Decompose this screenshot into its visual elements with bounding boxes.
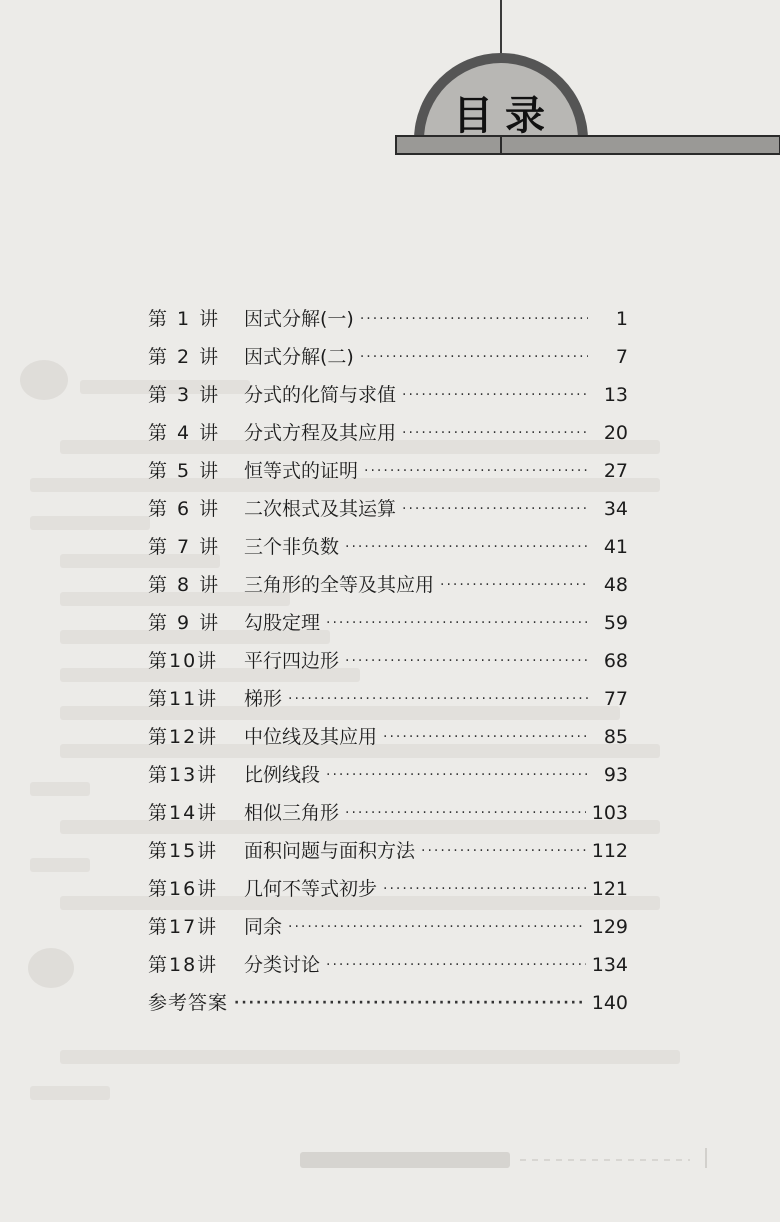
lecture-title: 梯形 [244, 688, 283, 710]
dot-leader [364, 463, 588, 479]
lecture-number: 第 2 讲 [148, 346, 221, 368]
dot-leader [345, 805, 586, 821]
toc-entry-12[interactable] [148, 722, 628, 760]
dot-leader [360, 349, 588, 365]
page-number: 48 [603, 574, 628, 596]
answers-title: 参考答案 [148, 992, 229, 1014]
lecture-title: 同余 [244, 916, 283, 938]
toc-entry-17[interactable] [148, 912, 628, 950]
bleed-through-mark [20, 360, 68, 400]
toc-entry-9[interactable] [148, 608, 628, 646]
lecture-number: 第 6 讲 [148, 498, 221, 520]
page-number: 34 [603, 498, 628, 520]
page-number: 93 [603, 764, 628, 786]
lecture-title: 三角形的全等及其应用 [244, 574, 435, 596]
dot-leader [326, 615, 588, 631]
page-number: 59 [603, 612, 628, 634]
lecture-title: 相似三角形 [244, 802, 340, 824]
page-number: 129 [591, 916, 628, 938]
page-number: 20 [603, 422, 628, 444]
lecture-number: 第 4 讲 [148, 422, 221, 444]
toc-entry-11[interactable] [148, 684, 628, 722]
toc-entry-14[interactable] [148, 798, 628, 836]
lecture-title: 面积问题与面积方法 [244, 840, 416, 862]
page-number: 1 [615, 308, 628, 330]
lecture-title: 分式的化简与求值 [244, 384, 397, 406]
lecture-title: 勾股定理 [244, 612, 321, 634]
dot-leader [440, 577, 588, 593]
dot-leader [402, 501, 588, 517]
page-number: 41 [603, 536, 628, 558]
dot-leader [288, 691, 588, 707]
page-number: 77 [603, 688, 628, 710]
lecture-number: 第10讲 [148, 650, 219, 672]
toc-entry-16[interactable] [148, 874, 628, 912]
toc-entry-1[interactable] [148, 304, 628, 342]
page-number: 27 [603, 460, 628, 482]
page-number: 7 [615, 346, 628, 368]
page-number: 140 [591, 992, 628, 1014]
lecture-number: 第14讲 [148, 802, 219, 824]
dot-leader [326, 767, 588, 783]
lecture-number: 第15讲 [148, 840, 219, 862]
toc-entry-6[interactable] [148, 494, 628, 532]
toc-entry-2[interactable] [148, 342, 628, 380]
lecture-number: 第11讲 [148, 688, 219, 710]
toc-entry-8[interactable] [148, 570, 628, 608]
contents-header [0, 0, 780, 160]
lecture-title: 比例线段 [244, 764, 321, 786]
lecture-title: 因式分解(一) [244, 308, 354, 330]
page-number: 112 [591, 840, 628, 862]
dot-leader [345, 539, 588, 555]
toc-entry-10[interactable] [148, 646, 628, 684]
page-number: 103 [591, 802, 628, 824]
dot-leader [234, 995, 586, 1011]
toc-entry-15[interactable] [148, 836, 628, 874]
lecture-title: 恒等式的证明 [244, 460, 359, 482]
bleed-through-footer [270, 1138, 720, 1178]
toc-entry-4[interactable] [148, 418, 628, 456]
lecture-title: 二次根式及其运算 [244, 498, 397, 520]
dot-leader [402, 425, 588, 441]
dot-leader [383, 881, 586, 897]
toc-entry-answers[interactable] [148, 988, 628, 1026]
dot-leader [421, 843, 586, 859]
dot-leader [402, 387, 588, 403]
page-number: 121 [591, 878, 628, 900]
page-number: 13 [603, 384, 628, 406]
page-number: 68 [603, 650, 628, 672]
toc-entry-13[interactable] [148, 760, 628, 798]
toc-entry-18[interactable] [148, 950, 628, 988]
lecture-number: 第18讲 [148, 954, 219, 976]
lecture-number: 第 5 讲 [148, 460, 221, 482]
lecture-number: 第17讲 [148, 916, 219, 938]
page-number: 85 [603, 726, 628, 748]
dot-leader [326, 957, 586, 973]
lecture-number: 第 8 讲 [148, 574, 221, 596]
lecture-number: 第 1 讲 [148, 308, 221, 330]
lecture-number: 第 7 讲 [148, 536, 221, 558]
header-ornament-graphic [0, 0, 780, 160]
toc-entry-7[interactable] [148, 532, 628, 570]
page-number: 134 [591, 954, 628, 976]
lecture-title: 分式方程及其应用 [244, 422, 397, 444]
lecture-title: 三个非负数 [244, 536, 340, 558]
table-of-contents [148, 304, 628, 1026]
toc-entry-5[interactable] [148, 456, 628, 494]
dot-leader [383, 729, 588, 745]
lecture-number: 第 9 讲 [148, 612, 221, 634]
lecture-number: 第12讲 [148, 726, 219, 748]
page-title: 目录 [453, 93, 557, 139]
dot-leader [345, 653, 588, 669]
lecture-title: 几何不等式初步 [244, 878, 378, 900]
dot-leader [288, 919, 586, 935]
lecture-title: 中位线及其应用 [244, 726, 378, 748]
dot-leader [360, 311, 588, 327]
lecture-number: 第 3 讲 [148, 384, 221, 406]
lecture-title: 因式分解(二) [244, 346, 354, 368]
lecture-title: 分类讨论 [244, 954, 321, 976]
lecture-number: 第16讲 [148, 878, 219, 900]
lecture-title: 平行四边形 [244, 650, 340, 672]
toc-entry-3[interactable] [148, 380, 628, 418]
lecture-number: 第13讲 [148, 764, 219, 786]
